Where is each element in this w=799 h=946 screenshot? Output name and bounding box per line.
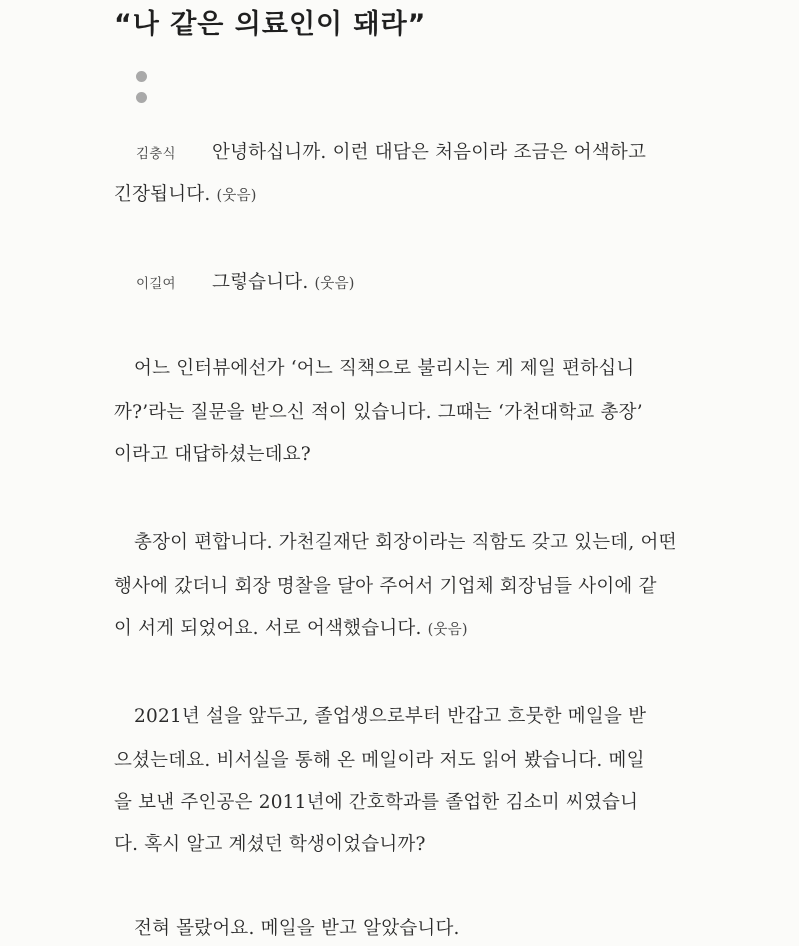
paragraph-text: 으셨는데요. 비서실을 통해 온 메일이라 저도 읽어 봤습니다. 메일 <box>114 750 645 771</box>
aside-text: (웃음) <box>427 622 468 638</box>
paragraph-text: 그렇습니다. <box>212 272 309 293</box>
paragraph-text: 총장이 편합니다. 가천길재단 회장이라는 직함도 갖고 있는데, 어떤 <box>134 532 677 553</box>
speaker-name: 이길여 <box>136 276 176 292</box>
paragraph-text: 이 서게 되었어요. 서로 어색했습니다. <box>114 618 422 639</box>
speaker-name: 김충식 <box>136 146 176 162</box>
paragraph-text: 을 보낸 주인공은 2011년에 간호학과를 졸업한 김소미 씨였습니 <box>114 792 639 813</box>
paragraph-text: 2021년 설을 앞두고, 졸업생으로부터 반갑고 흐뭇한 메일을 받 <box>134 706 647 727</box>
paragraph-line <box>114 614 468 640</box>
paragraph-text: 까?’라는 질문을 받으신 적이 있습니다. 그때는 ‘가천대학교 총장’ <box>114 402 643 423</box>
dialogue-line <box>114 138 646 164</box>
paragraph-line <box>114 830 426 856</box>
paragraph-text: 안녕하십니까. 이런 대담은 처음이라 조금은 어색하고 <box>212 142 647 163</box>
paragraph-line <box>134 528 677 554</box>
paragraph-line <box>114 572 657 598</box>
paragraph-line <box>134 702 646 728</box>
bullet-dot <box>136 92 147 103</box>
bullet-dot <box>136 71 147 82</box>
aside-text: (웃음) <box>314 276 355 292</box>
paragraph-text: 이라고 대답하셨는데요? <box>114 444 311 465</box>
dialogue-line <box>114 180 257 206</box>
dialogue-line <box>114 268 355 294</box>
paragraph-line <box>114 788 638 814</box>
paragraph-line <box>114 440 311 466</box>
paragraph-line <box>134 914 460 940</box>
chapter-title: “나 같은 의료인이 돼라” <box>114 9 427 40</box>
paragraph-text: 다. 혹시 알고 계셨던 학생이었습니까? <box>114 834 426 855</box>
paragraph-text: 긴장됩니다. <box>114 184 211 205</box>
paragraph-text: 어느 인터뷰에선가 ‘어느 직책으로 불리시는 게 제일 편하십니 <box>134 358 635 379</box>
paragraph-text: 행사에 갔더니 회장 명찰을 달아 주어서 기업체 회장님들 사이에 같 <box>114 576 657 597</box>
paragraph-line <box>114 746 645 772</box>
paragraph-line <box>114 398 643 424</box>
paragraph-line <box>134 354 634 380</box>
paragraph-text: 전혀 몰랐어요. 메일을 받고 알았습니다. <box>134 918 460 939</box>
aside-text: (웃음) <box>216 188 257 204</box>
